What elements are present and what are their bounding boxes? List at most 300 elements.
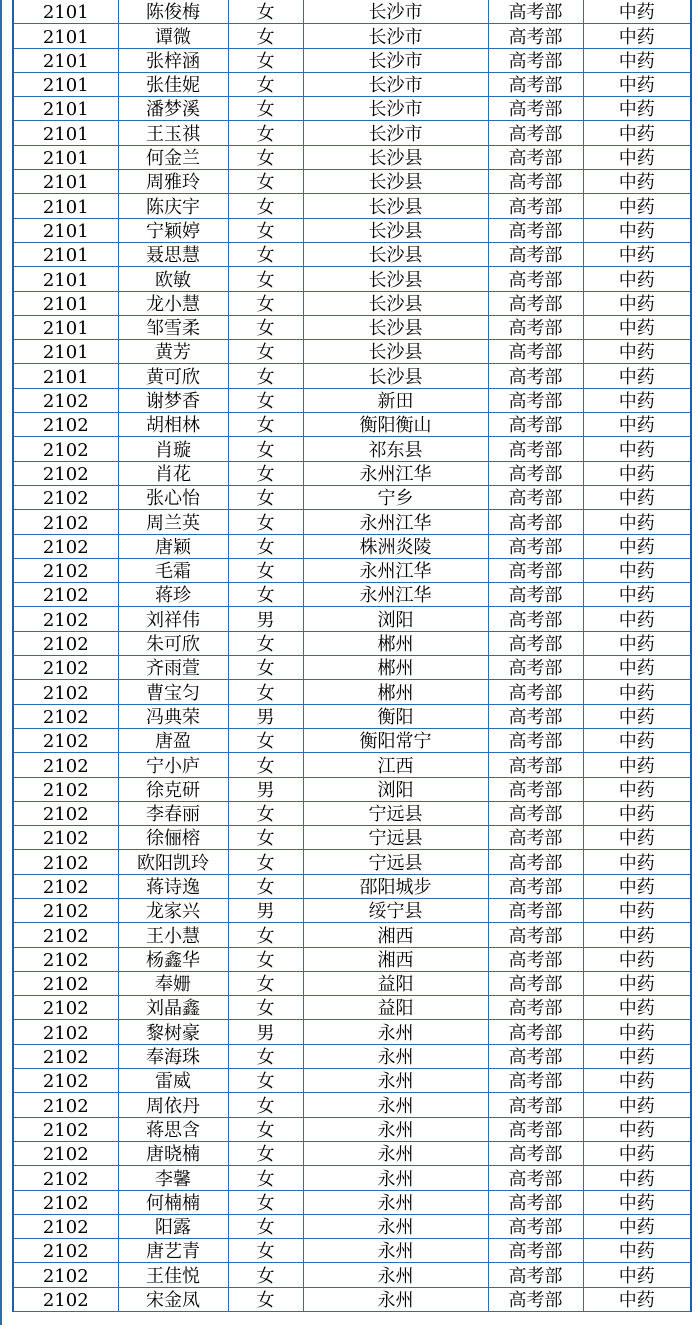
- table-row: [13, 48, 691, 72]
- class-cell: 2102: [13, 728, 118, 752]
- gender-cell: 女: [228, 485, 303, 509]
- class-cell: 2102: [13, 680, 118, 704]
- major-cell: 中药: [583, 267, 691, 291]
- gender-cell: 女: [228, 728, 303, 752]
- major-cell: 中药: [583, 923, 691, 947]
- origin-cell: 长沙县: [303, 315, 488, 339]
- class-cell: 2102: [13, 923, 118, 947]
- table-row: [13, 340, 691, 364]
- class-cell: 2102: [13, 1044, 118, 1068]
- class-cell: 2101: [13, 194, 118, 218]
- name-cell: 聂思慧: [118, 242, 228, 266]
- major-cell: 中药: [583, 72, 691, 96]
- origin-cell: 益阳: [303, 996, 488, 1020]
- name-cell: 欧阳凯玲: [118, 850, 228, 874]
- origin-cell: 长沙县: [303, 218, 488, 242]
- table-row: [13, 1020, 691, 1044]
- name-cell: 刘祥伟: [118, 607, 228, 631]
- table-row: [13, 72, 691, 96]
- major-cell: 中药: [583, 850, 691, 874]
- name-cell: 周依丹: [118, 1093, 228, 1117]
- gender-cell: 女: [228, 583, 303, 607]
- table-row: [13, 534, 691, 558]
- gender-cell: 女: [228, 388, 303, 412]
- class-cell: 2101: [13, 121, 118, 145]
- origin-cell: 永州: [303, 1287, 488, 1311]
- name-cell: 王小慧: [118, 923, 228, 947]
- class-cell: 2101: [13, 0, 118, 24]
- department-cell: 高考部: [488, 947, 583, 971]
- department-cell: 高考部: [488, 48, 583, 72]
- gender-cell: 女: [228, 170, 303, 194]
- table-row: [13, 24, 691, 48]
- origin-cell: 株洲炎陵: [303, 534, 488, 558]
- department-cell: 高考部: [488, 874, 583, 898]
- table-row: [13, 364, 691, 388]
- name-cell: 张梓涵: [118, 48, 228, 72]
- class-cell: 2101: [13, 315, 118, 339]
- class-cell: 2102: [13, 1141, 118, 1165]
- left-border-line: [0, 0, 2, 1325]
- department-cell: 高考部: [488, 97, 583, 121]
- department-cell: 高考部: [488, 218, 583, 242]
- department-cell: 高考部: [488, 413, 583, 437]
- major-cell: 中药: [583, 218, 691, 242]
- major-cell: 中药: [583, 607, 691, 631]
- gender-cell: 女: [228, 1166, 303, 1190]
- table-row: [13, 145, 691, 169]
- origin-cell: 浏阳: [303, 607, 488, 631]
- department-cell: 高考部: [488, 1044, 583, 1068]
- origin-cell: 永州: [303, 1117, 488, 1141]
- class-cell: 2102: [13, 1166, 118, 1190]
- gender-cell: 女: [228, 1044, 303, 1068]
- table-row: [13, 801, 691, 825]
- department-cell: 高考部: [488, 1287, 583, 1311]
- major-cell: 中药: [583, 121, 691, 145]
- table-row: [13, 437, 691, 461]
- department-cell: 高考部: [488, 24, 583, 48]
- department-cell: 高考部: [488, 0, 583, 24]
- department-cell: 高考部: [488, 1190, 583, 1214]
- major-cell: 中药: [583, 947, 691, 971]
- major-cell: 中药: [583, 388, 691, 412]
- origin-cell: 永州: [303, 1166, 488, 1190]
- class-cell: 2102: [13, 874, 118, 898]
- major-cell: 中药: [583, 656, 691, 680]
- gender-cell: 女: [228, 242, 303, 266]
- department-cell: 高考部: [488, 267, 583, 291]
- table-row: [13, 461, 691, 485]
- major-cell: 中药: [583, 971, 691, 995]
- department-cell: 高考部: [488, 194, 583, 218]
- gender-cell: 女: [228, 461, 303, 485]
- table-row: [13, 242, 691, 266]
- gender-cell: 男: [228, 1020, 303, 1044]
- name-cell: 杨鑫华: [118, 947, 228, 971]
- name-cell: 谭微: [118, 24, 228, 48]
- major-cell: 中药: [583, 1190, 691, 1214]
- origin-cell: 绥宁县: [303, 898, 488, 922]
- class-cell: 2101: [13, 218, 118, 242]
- department-cell: 高考部: [488, 242, 583, 266]
- origin-cell: 宁远县: [303, 850, 488, 874]
- name-cell: 陈俊梅: [118, 0, 228, 24]
- name-cell: 何金兰: [118, 145, 228, 169]
- department-cell: 高考部: [488, 510, 583, 534]
- gender-cell: 女: [228, 437, 303, 461]
- class-cell: 2102: [13, 656, 118, 680]
- department-cell: 高考部: [488, 777, 583, 801]
- name-cell: 雷威: [118, 1069, 228, 1093]
- gender-cell: 女: [228, 121, 303, 145]
- major-cell: 中药: [583, 1287, 691, 1311]
- gender-cell: 女: [228, 1117, 303, 1141]
- table-row: [13, 947, 691, 971]
- gender-cell: 女: [228, 1287, 303, 1311]
- major-cell: 中药: [583, 1117, 691, 1141]
- gender-cell: 女: [228, 267, 303, 291]
- gender-cell: 女: [228, 971, 303, 995]
- name-cell: 王佳悦: [118, 1263, 228, 1287]
- major-cell: 中药: [583, 1239, 691, 1263]
- name-cell: 朱可欣: [118, 631, 228, 655]
- table-row: [13, 1190, 691, 1214]
- origin-cell: 永州: [303, 1044, 488, 1068]
- name-cell: 胡相林: [118, 413, 228, 437]
- major-cell: 中药: [583, 534, 691, 558]
- origin-cell: 长沙县: [303, 194, 488, 218]
- major-cell: 中药: [583, 1166, 691, 1190]
- department-cell: 高考部: [488, 971, 583, 995]
- origin-cell: 郴州: [303, 680, 488, 704]
- department-cell: 高考部: [488, 1263, 583, 1287]
- origin-cell: 永州: [303, 1141, 488, 1165]
- table-row: [13, 388, 691, 412]
- name-cell: 龙家兴: [118, 898, 228, 922]
- name-cell: 徐俪榕: [118, 826, 228, 850]
- table-row: [13, 121, 691, 145]
- origin-cell: 衡阳衡山: [303, 413, 488, 437]
- gender-cell: 女: [228, 656, 303, 680]
- table-row: [13, 680, 691, 704]
- origin-cell: 湘西: [303, 923, 488, 947]
- table-row: [13, 826, 691, 850]
- major-cell: 中药: [583, 680, 691, 704]
- name-cell: 陈庆宇: [118, 194, 228, 218]
- table-row: [13, 194, 691, 218]
- origin-cell: 长沙县: [303, 242, 488, 266]
- major-cell: 中药: [583, 97, 691, 121]
- gender-cell: 女: [228, 0, 303, 24]
- origin-cell: 长沙县: [303, 340, 488, 364]
- origin-cell: 益阳: [303, 971, 488, 995]
- class-cell: 2102: [13, 558, 118, 582]
- class-cell: 2101: [13, 145, 118, 169]
- table-row: [13, 898, 691, 922]
- gender-cell: 女: [228, 874, 303, 898]
- class-cell: 2102: [13, 510, 118, 534]
- table-row: [13, 777, 691, 801]
- department-cell: 高考部: [488, 1020, 583, 1044]
- department-cell: 高考部: [488, 656, 583, 680]
- table-row: [13, 607, 691, 631]
- major-cell: 中药: [583, 777, 691, 801]
- major-cell: 中药: [583, 194, 691, 218]
- class-cell: 2101: [13, 24, 118, 48]
- class-cell: 2102: [13, 1190, 118, 1214]
- table-row: [13, 170, 691, 194]
- gender-cell: 女: [228, 753, 303, 777]
- gender-cell: 女: [228, 145, 303, 169]
- class-cell: 2101: [13, 340, 118, 364]
- origin-cell: 长沙市: [303, 97, 488, 121]
- major-cell: 中药: [583, 1044, 691, 1068]
- class-cell: 2101: [13, 48, 118, 72]
- department-cell: 高考部: [488, 72, 583, 96]
- major-cell: 中药: [583, 170, 691, 194]
- major-cell: 中药: [583, 242, 691, 266]
- gender-cell: 女: [228, 631, 303, 655]
- department-cell: 高考部: [488, 801, 583, 825]
- origin-cell: 郴州: [303, 656, 488, 680]
- table-row: [13, 583, 691, 607]
- name-cell: 曹宝匀: [118, 680, 228, 704]
- name-cell: 周兰英: [118, 510, 228, 534]
- origin-cell: 永州江华: [303, 558, 488, 582]
- name-cell: 奉海珠: [118, 1044, 228, 1068]
- gender-cell: 女: [228, 194, 303, 218]
- class-cell: 2102: [13, 826, 118, 850]
- gender-cell: 女: [228, 72, 303, 96]
- table-row: [13, 97, 691, 121]
- department-cell: 高考部: [488, 461, 583, 485]
- name-cell: 宁颖婷: [118, 218, 228, 242]
- origin-cell: 永州: [303, 1093, 488, 1117]
- class-cell: 2102: [13, 801, 118, 825]
- origin-cell: 永州江华: [303, 510, 488, 534]
- class-cell: 2102: [13, 485, 118, 509]
- department-cell: 高考部: [488, 340, 583, 364]
- major-cell: 中药: [583, 291, 691, 315]
- gender-cell: 男: [228, 704, 303, 728]
- name-cell: 毛霜: [118, 558, 228, 582]
- name-cell: 谢梦香: [118, 388, 228, 412]
- department-cell: 高考部: [488, 437, 583, 461]
- origin-cell: 长沙市: [303, 24, 488, 48]
- major-cell: 中药: [583, 996, 691, 1020]
- gender-cell: 女: [228, 218, 303, 242]
- origin-cell: 衡阳: [303, 704, 488, 728]
- table-row: [13, 558, 691, 582]
- gender-cell: 女: [228, 1214, 303, 1238]
- table-row: [13, 1093, 691, 1117]
- gender-cell: 男: [228, 898, 303, 922]
- major-cell: 中药: [583, 1020, 691, 1044]
- class-cell: 2102: [13, 898, 118, 922]
- origin-cell: 长沙县: [303, 145, 488, 169]
- department-cell: 高考部: [488, 1166, 583, 1190]
- origin-cell: 永州: [303, 1190, 488, 1214]
- origin-cell: 长沙市: [303, 48, 488, 72]
- origin-cell: 郴州: [303, 631, 488, 655]
- major-cell: 中药: [583, 728, 691, 752]
- class-cell: 2102: [13, 461, 118, 485]
- department-cell: 高考部: [488, 631, 583, 655]
- origin-cell: 宁远县: [303, 801, 488, 825]
- gender-cell: 女: [228, 1069, 303, 1093]
- class-cell: 2102: [13, 388, 118, 412]
- gender-cell: 女: [228, 48, 303, 72]
- student-table-sheet: [12, 0, 690, 1312]
- class-cell: 2102: [13, 583, 118, 607]
- department-cell: 高考部: [488, 534, 583, 558]
- name-cell: 宁小庐: [118, 753, 228, 777]
- class-cell: 2102: [13, 1117, 118, 1141]
- origin-cell: 江西: [303, 753, 488, 777]
- table-row: [13, 923, 691, 947]
- table-row: [13, 485, 691, 509]
- department-cell: 高考部: [488, 121, 583, 145]
- name-cell: 唐盈: [118, 728, 228, 752]
- class-cell: 2102: [13, 1214, 118, 1238]
- gender-cell: 女: [228, 1239, 303, 1263]
- origin-cell: 新田: [303, 388, 488, 412]
- table-row: [13, 656, 691, 680]
- department-cell: 高考部: [488, 315, 583, 339]
- department-cell: 高考部: [488, 485, 583, 509]
- name-cell: 蒋思含: [118, 1117, 228, 1141]
- department-cell: 高考部: [488, 1117, 583, 1141]
- origin-cell: 长沙县: [303, 364, 488, 388]
- gender-cell: 男: [228, 777, 303, 801]
- origin-cell: 长沙市: [303, 0, 488, 24]
- name-cell: 肖璇: [118, 437, 228, 461]
- major-cell: 中药: [583, 340, 691, 364]
- gender-cell: 女: [228, 413, 303, 437]
- department-cell: 高考部: [488, 291, 583, 315]
- origin-cell: 宁远县: [303, 826, 488, 850]
- department-cell: 高考部: [488, 826, 583, 850]
- class-cell: 2101: [13, 267, 118, 291]
- name-cell: 徐克研: [118, 777, 228, 801]
- gender-cell: 女: [228, 680, 303, 704]
- name-cell: 阳露: [118, 1214, 228, 1238]
- origin-cell: 永州: [303, 1069, 488, 1093]
- major-cell: 中药: [583, 1263, 691, 1287]
- major-cell: 中药: [583, 461, 691, 485]
- department-cell: 高考部: [488, 607, 583, 631]
- class-cell: 2102: [13, 1263, 118, 1287]
- major-cell: 中药: [583, 898, 691, 922]
- department-cell: 高考部: [488, 1141, 583, 1165]
- gender-cell: 女: [228, 996, 303, 1020]
- name-cell: 冯典荣: [118, 704, 228, 728]
- gender-cell: 女: [228, 24, 303, 48]
- department-cell: 高考部: [488, 680, 583, 704]
- department-cell: 高考部: [488, 704, 583, 728]
- major-cell: 中药: [583, 753, 691, 777]
- origin-cell: 长沙县: [303, 267, 488, 291]
- table-row: [13, 315, 691, 339]
- origin-cell: 永州江华: [303, 461, 488, 485]
- table-row: [13, 267, 691, 291]
- major-cell: 中药: [583, 1141, 691, 1165]
- class-cell: 2101: [13, 170, 118, 194]
- class-cell: 2102: [13, 534, 118, 558]
- major-cell: 中药: [583, 413, 691, 437]
- table-row: [13, 1214, 691, 1238]
- gender-cell: 女: [228, 97, 303, 121]
- major-cell: 中药: [583, 24, 691, 48]
- gender-cell: 女: [228, 850, 303, 874]
- class-cell: 2102: [13, 607, 118, 631]
- table-row: [13, 874, 691, 898]
- major-cell: 中药: [583, 583, 691, 607]
- major-cell: 中药: [583, 485, 691, 509]
- table-row: [13, 971, 691, 995]
- name-cell: 欧敏: [118, 267, 228, 291]
- name-cell: 张佳妮: [118, 72, 228, 96]
- class-cell: 2102: [13, 1287, 118, 1311]
- origin-cell: 长沙县: [303, 291, 488, 315]
- class-cell: 2102: [13, 971, 118, 995]
- class-cell: 2101: [13, 291, 118, 315]
- major-cell: 中药: [583, 48, 691, 72]
- department-cell: 高考部: [488, 145, 583, 169]
- class-cell: 2101: [13, 97, 118, 121]
- table-row: [13, 850, 691, 874]
- gender-cell: 女: [228, 291, 303, 315]
- gender-cell: 女: [228, 1141, 303, 1165]
- class-cell: 2102: [13, 437, 118, 461]
- name-cell: 唐颖: [118, 534, 228, 558]
- department-cell: 高考部: [488, 558, 583, 582]
- gender-cell: 男: [228, 607, 303, 631]
- department-cell: 高考部: [488, 1239, 583, 1263]
- major-cell: 中药: [583, 558, 691, 582]
- gender-cell: 女: [228, 1263, 303, 1287]
- table-row: [13, 1263, 691, 1287]
- name-cell: 邹雪柔: [118, 315, 228, 339]
- major-cell: 中药: [583, 826, 691, 850]
- gender-cell: 女: [228, 801, 303, 825]
- department-cell: 高考部: [488, 1069, 583, 1093]
- gender-cell: 女: [228, 826, 303, 850]
- major-cell: 中药: [583, 364, 691, 388]
- department-cell: 高考部: [488, 364, 583, 388]
- table-row: [13, 510, 691, 534]
- major-cell: 中药: [583, 0, 691, 24]
- gender-cell: 女: [228, 923, 303, 947]
- name-cell: 唐晓楠: [118, 1141, 228, 1165]
- name-cell: 王玉祺: [118, 121, 228, 145]
- table-row: [13, 1166, 691, 1190]
- class-cell: 2102: [13, 631, 118, 655]
- origin-cell: 浏阳: [303, 777, 488, 801]
- name-cell: 潘梦溪: [118, 97, 228, 121]
- origin-cell: 衡阳常宁: [303, 728, 488, 752]
- origin-cell: 湘西: [303, 947, 488, 971]
- department-cell: 高考部: [488, 996, 583, 1020]
- name-cell: 黎树豪: [118, 1020, 228, 1044]
- major-cell: 中药: [583, 437, 691, 461]
- major-cell: 中药: [583, 1214, 691, 1238]
- name-cell: 张心怡: [118, 485, 228, 509]
- class-cell: 2101: [13, 364, 118, 388]
- department-cell: 高考部: [488, 583, 583, 607]
- table-row: [13, 996, 691, 1020]
